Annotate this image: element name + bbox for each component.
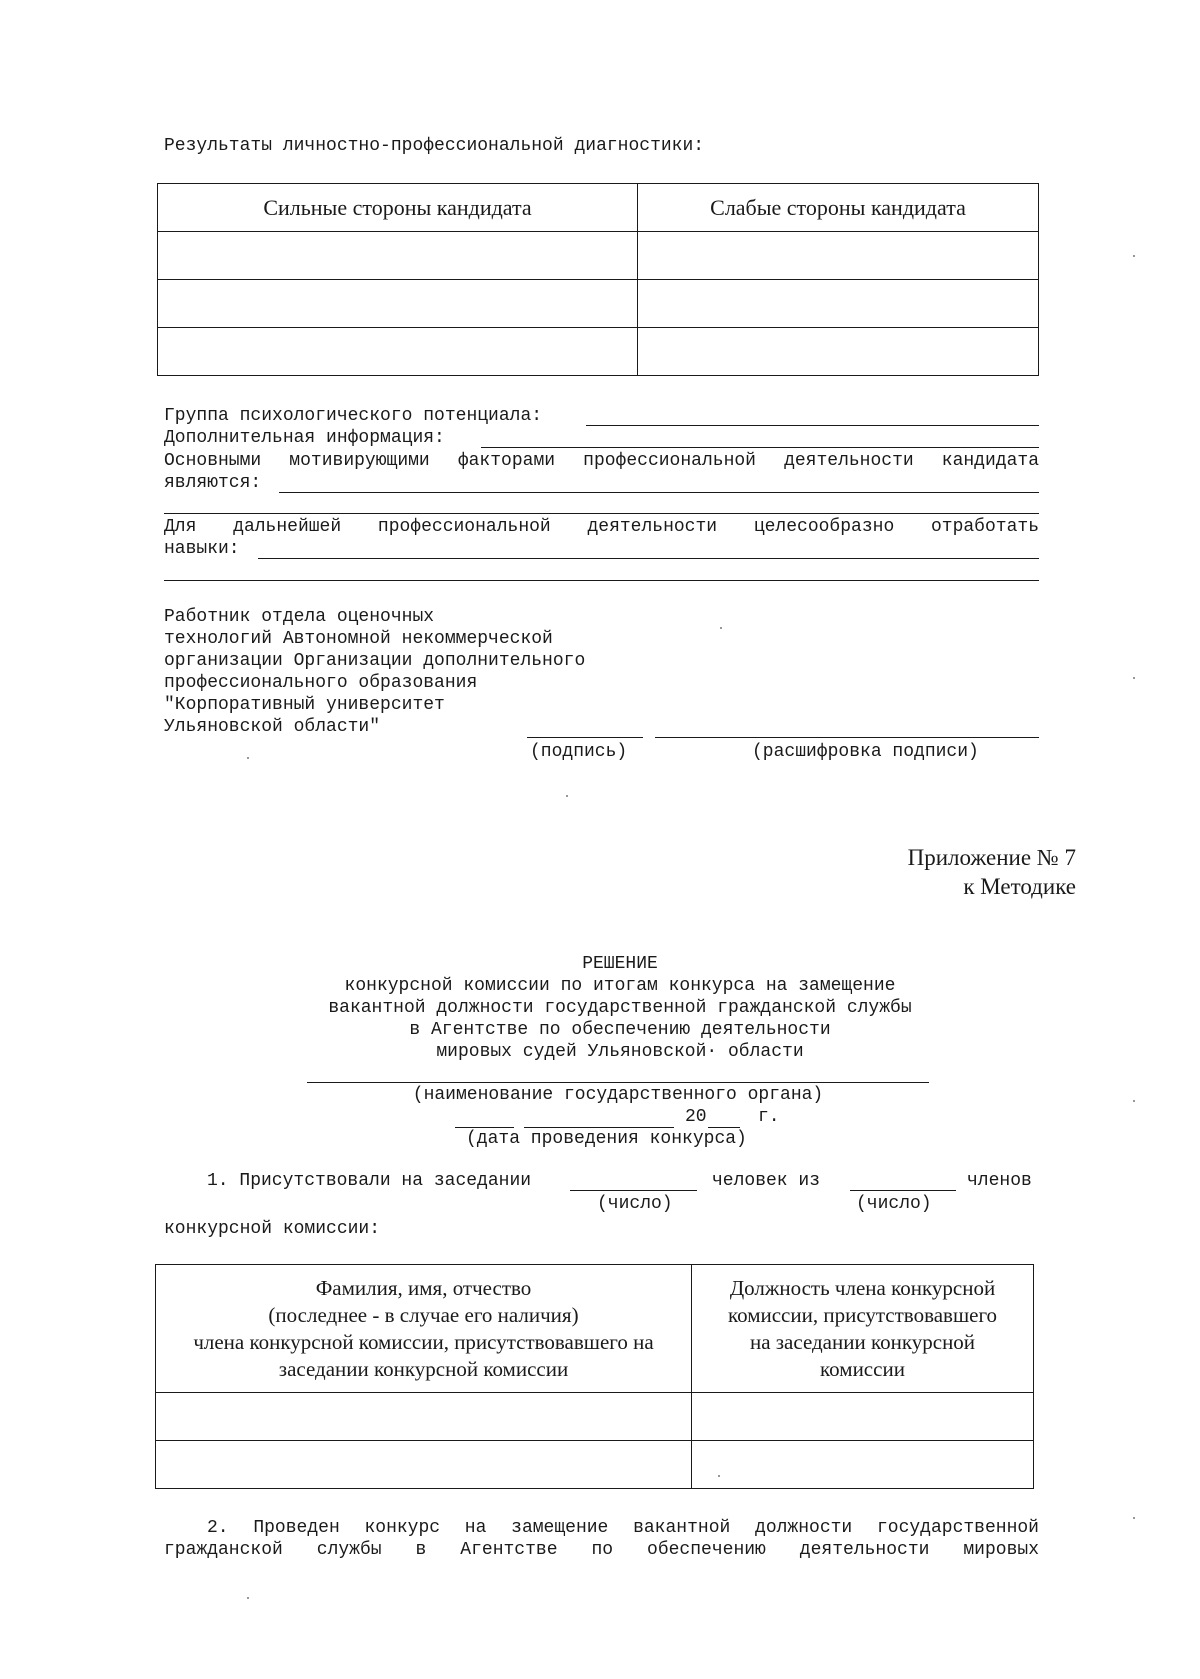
table-cell[interactable] (692, 1441, 1034, 1489)
signatory-line: Работник отдела оценочных (164, 607, 435, 627)
header-line: комиссии, присутствовавшего (727, 1303, 998, 1327)
table-cell[interactable] (638, 232, 1039, 280)
scan-speck (247, 757, 249, 759)
scan-speck (718, 1475, 720, 1477)
signatory-line: технологий Автономной некоммерческой (164, 629, 553, 649)
strengths-header: Сильные стороны кандидата (158, 184, 638, 232)
signature-decode-field[interactable] (655, 737, 1039, 738)
date-caption: (дата проведения конкурса) (466, 1129, 747, 1149)
scan-speck (566, 795, 568, 797)
signatory-line: "Корпоративный университет (164, 695, 445, 715)
scan-speck (1133, 255, 1135, 257)
item1-text-b: человек из (712, 1171, 821, 1191)
decision-line: мировых судей Ульяновской· области (436, 1042, 804, 1062)
motivation-text-2: являются: (164, 473, 262, 493)
scan-speck (1133, 1100, 1135, 1102)
decision-heading (164, 953, 1076, 1063)
header-line: заседании конкурсной комиссии (278, 1357, 569, 1381)
appendix-line: Приложение № 7 (907, 845, 1076, 870)
scan-speck (247, 1597, 249, 1599)
skills-field-extra[interactable] (164, 580, 1039, 581)
date-year-suffix: г. (758, 1107, 780, 1127)
header-line: Фамилия, имя, отчество (315, 1276, 532, 1300)
motivation-field[interactable] (279, 492, 1039, 493)
table-cell[interactable] (156, 1441, 692, 1489)
table-cell[interactable] (158, 280, 638, 328)
members-table (155, 1264, 1034, 1489)
header-line: комиссии (820, 1357, 905, 1381)
member-position-header (692, 1265, 1034, 1393)
motivation-field-extra[interactable] (164, 513, 1039, 514)
number-caption: (число) (597, 1194, 673, 1214)
appendix-line: к Методике (963, 874, 1076, 899)
weaknesses-header: Слабые стороны кандидата (638, 184, 1039, 232)
decision-line: конкурсной комиссии по итогам конкурса на замещение (344, 976, 896, 996)
scan-speck (720, 627, 722, 629)
header-line: на заседании конкурсной (749, 1330, 976, 1354)
additional-label: Дополнительная информация: (164, 428, 445, 448)
skills-text-2: навыки: (164, 539, 240, 559)
group-field[interactable] (586, 425, 1039, 426)
item1-text-c: членов (967, 1171, 1032, 1191)
org-name-field[interactable] (307, 1082, 929, 1083)
item1-text-a: 1. Присутствовали на заседании (207, 1171, 532, 1191)
item1-tail: конкурсной комиссии: (164, 1219, 381, 1239)
decision-title: РЕШЕНИЕ (582, 954, 658, 974)
decision-line: в Агентстве по обеспечению деятельности (409, 1020, 831, 1040)
table-cell[interactable] (158, 328, 638, 376)
scan-speck (1133, 1517, 1135, 1519)
present-count-field[interactable] (570, 1190, 697, 1191)
member-name-header (156, 1265, 692, 1393)
table-cell[interactable] (158, 232, 638, 280)
table-cell[interactable] (638, 328, 1039, 376)
group-label: Группа психологического потенциала: (164, 406, 543, 426)
table-row (158, 280, 1039, 328)
table-row (158, 328, 1039, 376)
signatory-block (164, 606, 585, 738)
decision-line: вакантной должности государственной гражданской службы (328, 998, 912, 1018)
header-line: Должность члена конкурсной (729, 1276, 996, 1300)
signature-caption: (подпись) (530, 742, 628, 762)
table-cell[interactable] (638, 280, 1039, 328)
total-count-field[interactable] (850, 1190, 956, 1191)
number-caption: (число) (856, 1194, 932, 1214)
item2-text: 2. Проведен конкурс на замещение вакантной должности государственной (207, 1518, 1039, 1538)
date-year-prefix: 20 (685, 1107, 707, 1127)
table-row (156, 1393, 1034, 1441)
decode-caption: (расшифровка подписи) (752, 742, 979, 762)
table-row (156, 1441, 1034, 1489)
header-line: члена конкурсной комиссии, присутствовавшего на (193, 1330, 654, 1354)
org-caption: (наименование государственного органа) (412, 1085, 824, 1105)
signature-field[interactable] (527, 737, 643, 738)
additional-field[interactable] (481, 447, 1039, 448)
table-row (158, 232, 1039, 280)
signatory-line: организации Организации дополнительного (164, 651, 586, 671)
strengths-weaknesses-table (157, 183, 1039, 376)
diagnostics-heading: Результаты личностно-профессиональной диагностики: (164, 136, 705, 156)
skills-field[interactable] (258, 558, 1039, 559)
table-cell[interactable] (156, 1393, 692, 1441)
appendix-label (908, 843, 1076, 901)
skills-text: Для дальнейшей профессиональной деятельности целесообразно отработать (164, 517, 1039, 537)
signatory-line: профессионального образования (164, 673, 478, 693)
table-cell[interactable] (692, 1393, 1034, 1441)
signatory-line: Ульяновской области" (164, 717, 381, 737)
scan-speck (1133, 677, 1135, 679)
motivation-text: Основными мотивирующими факторами профессиональной деятельности кандидата (164, 451, 1039, 471)
item2-text-2: гражданской службы в Агентстве по обеспечению деятельности мировых (164, 1540, 1039, 1560)
header-line: (последнее - в случае его наличия) (268, 1303, 579, 1327)
